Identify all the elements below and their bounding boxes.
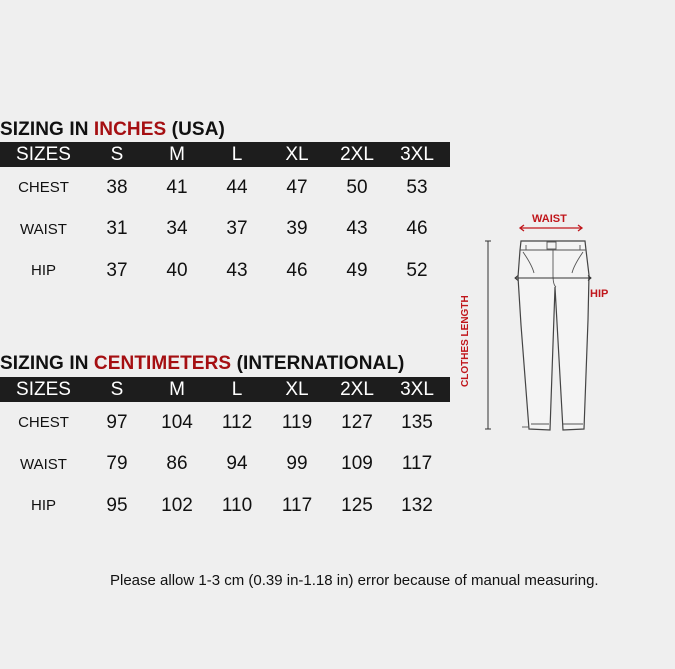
cm-row-chest — [0, 402, 450, 444]
inches-table-header — [0, 142, 450, 167]
table-cell: 43 — [346, 218, 368, 240]
table-cell: 125 — [341, 494, 373, 516]
table-cell: 39 — [286, 218, 308, 240]
table-cell: 37 — [226, 218, 248, 240]
table-cell: 43 — [226, 259, 248, 281]
table-cell: 99 — [286, 453, 308, 475]
row-label: CHEST — [18, 179, 69, 197]
cm-title-prefix: SIZING IN — [0, 353, 94, 374]
cm-size-3xl: 3XL — [400, 378, 434, 400]
row-label: HIP — [30, 497, 56, 515]
cm-size-xl: XL — [285, 378, 309, 400]
table-cell: 49 — [346, 259, 368, 281]
cm-size-l: L — [231, 378, 243, 400]
table-cell: 95 — [106, 494, 128, 516]
inches-table — [0, 142, 450, 292]
table-cell: 112 — [221, 411, 253, 433]
row-label: WAIST — [20, 455, 67, 473]
row-label: WAIST — [20, 220, 67, 238]
inches-title-accent: INCHES — [93, 119, 167, 140]
table-cell: 40 — [166, 259, 188, 281]
cm-row-hip — [0, 485, 450, 527]
row-label: HIP — [30, 262, 56, 280]
table-cell: 135 — [401, 411, 433, 433]
cm-header-sizes-label: SIZES — [16, 378, 71, 400]
inches-size-s: S — [110, 143, 124, 165]
inches-header-sizes-label: SIZES — [16, 143, 71, 165]
table-cell: 79 — [106, 453, 128, 475]
cm-size-2xl: 2XL — [340, 378, 374, 400]
inches-size-xl: XL — [285, 143, 309, 165]
waist-arrow — [520, 225, 582, 231]
table-cell: 46 — [406, 218, 428, 240]
table-cell: 53 — [406, 176, 428, 198]
table-cell: 38 — [106, 176, 128, 198]
cm-size-s: S — [110, 378, 124, 400]
cm-table — [0, 377, 450, 527]
cm-size-m: M — [169, 378, 185, 400]
table-cell: 109 — [341, 453, 373, 475]
inches-title-suffix: (USA) — [166, 119, 225, 140]
measurement-note: Please allow 1-3 cm (0.39 in-1.18 in) error because of manual measuring. — [110, 572, 599, 589]
table-cell: 117 — [281, 494, 313, 516]
cm-title-suffix: (INTERNATIONAL) — [231, 353, 405, 374]
pants-measurement-diagram — [452, 205, 612, 445]
waist-label: WAIST — [532, 213, 567, 225]
pants-icon — [518, 241, 589, 430]
table-cell: 117 — [401, 453, 433, 475]
table-cell: 31 — [106, 218, 128, 240]
table-cell: 37 — [106, 259, 128, 281]
inches-size-l: L — [231, 143, 243, 165]
table-cell: 119 — [281, 411, 313, 433]
table-cell: 94 — [226, 453, 248, 475]
hip-label: HIP — [590, 288, 609, 300]
table-cell: 46 — [286, 259, 308, 281]
inches-size-2xl: 2XL — [340, 143, 374, 165]
row-label: CHEST — [18, 414, 69, 432]
table-cell: 34 — [166, 218, 188, 240]
cm-table-header — [0, 377, 450, 402]
inches-row-chest — [0, 167, 450, 209]
clothes-length-label: CLOTHES LENGTH — [460, 295, 471, 387]
cm-row-waist — [0, 444, 450, 486]
table-cell: 47 — [286, 176, 308, 198]
table-cell: 104 — [161, 411, 193, 433]
inches-title-prefix: SIZING IN — [0, 119, 94, 140]
pants-illustration — [452, 205, 612, 445]
table-cell: 50 — [346, 176, 368, 198]
length-arrow — [485, 241, 491, 429]
cm-title — [0, 353, 404, 375]
cm-title-accent: CENTIMETERS — [93, 353, 232, 374]
table-cell: 132 — [401, 494, 433, 516]
table-cell: 41 — [166, 176, 188, 198]
table-cell: 44 — [226, 176, 248, 198]
inches-title — [0, 119, 225, 141]
inches-size-m: M — [169, 143, 185, 165]
table-cell: 102 — [161, 494, 193, 516]
table-cell: 52 — [406, 259, 428, 281]
table-cell: 97 — [106, 411, 128, 433]
inches-row-waist — [0, 209, 450, 251]
inches-size-3xl: 3XL — [400, 143, 434, 165]
table-cell: 127 — [341, 411, 373, 433]
table-cell: 86 — [166, 453, 188, 475]
table-cell: 110 — [221, 494, 253, 516]
inches-row-hip — [0, 250, 450, 292]
